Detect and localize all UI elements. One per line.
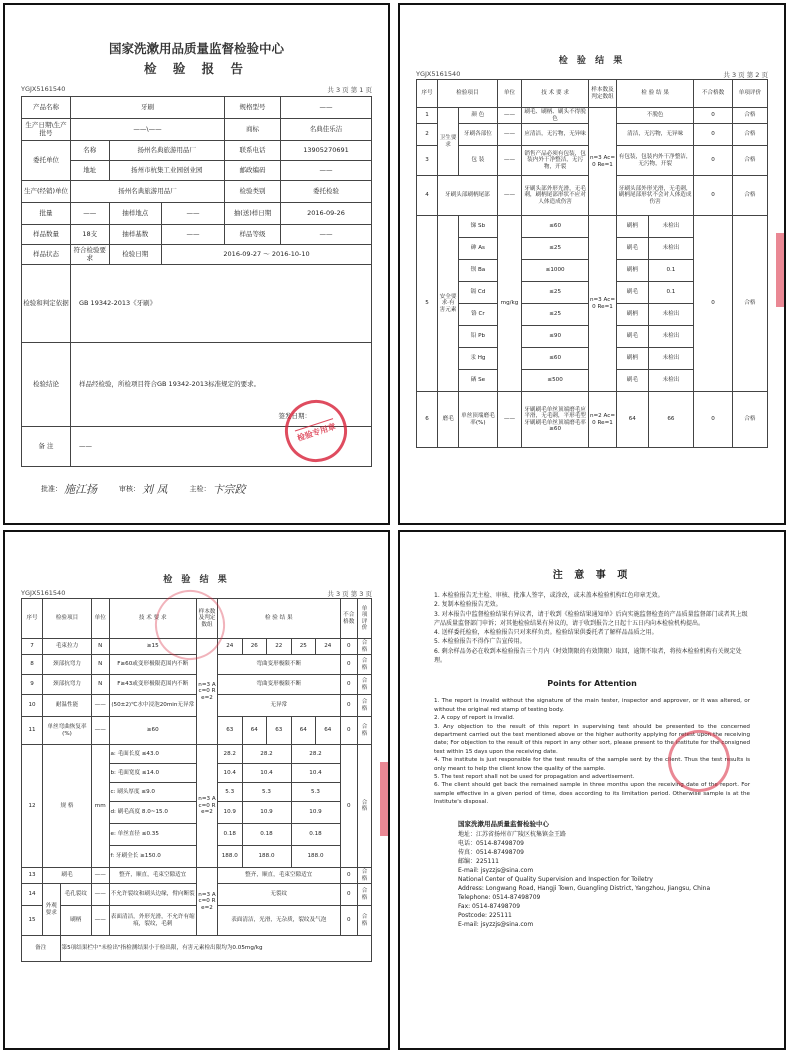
- value-sb: 未检出: [648, 216, 694, 238]
- spec-f-val: 188.0: [242, 846, 291, 868]
- row-12-fail: 0: [340, 745, 358, 868]
- row-5-no: 5: [417, 216, 438, 392]
- row-1-item: 颜 色: [459, 108, 498, 124]
- row-14-req: 不允许裂纹和刷头边缘，臂向断裂: [109, 884, 197, 906]
- row-9-eval: 合格: [358, 675, 372, 695]
- header-eval: 单项评价: [358, 599, 372, 639]
- part-label: 刷柄: [617, 260, 649, 282]
- en-note: 3. Any objection to the result of this report in supervising test should be presented to the concerned department carried out the test mentioned above or the higher authority applying for retest upon the receiving date; For objection to the result of this report in any other sort, please present to the institute for the consigned test within 15 days upon the receiving date.: [434, 723, 750, 755]
- org-cn-phone: 电话：0514-87498709: [458, 840, 524, 848]
- org-cn-name: 国家洗漱用品质量监督检验中心: [458, 820, 549, 829]
- row-1-eval: 合格: [732, 108, 767, 124]
- row-13-req: 整齐，顺直，毛束空隙适宜: [109, 868, 197, 884]
- row-3-no: 3: [417, 146, 438, 176]
- element-as: 砷 As: [459, 238, 498, 260]
- req-ba: ≤1000: [522, 260, 589, 282]
- notice-page: [398, 530, 786, 1050]
- page-number: 共 3 页 第 3 页: [327, 590, 372, 598]
- page-number: 共 3 页 第 1 页: [327, 86, 372, 94]
- row-8-result: 弯曲变形极限不断: [218, 655, 341, 675]
- cn-note: 4. 送样委托检验，本检验报告只对来样负责。检验结果供委托者了解样品品质之用。: [434, 629, 658, 637]
- row-14-item: 毛孔裂纹: [60, 884, 92, 906]
- header-sample: 样本数及判定数组: [588, 80, 616, 108]
- reviewer-label: 审核：: [119, 485, 140, 493]
- inspector-signature: 卞宗跤: [212, 483, 246, 496]
- row-11-no: 11: [22, 717, 43, 745]
- row-9-no: 9: [22, 675, 43, 695]
- spec-e-val: 0.18: [218, 824, 243, 846]
- address-label: 地址: [71, 161, 110, 181]
- spec-c-val: 5.3: [291, 783, 340, 802]
- row-2-no: 2: [417, 124, 438, 146]
- report-page-3: [3, 530, 390, 1050]
- spec-f-val: 188.0: [218, 846, 243, 868]
- row-6-result-1: 64: [617, 392, 649, 448]
- part-label: 刷毛: [617, 238, 649, 260]
- batch-label: 批量: [22, 203, 71, 225]
- sample-code-5: n=3 Ac=0 Re=1: [588, 216, 616, 392]
- row-2-result: 清洁，无污物，无异味: [617, 124, 694, 146]
- row-11-result: 64: [291, 717, 316, 745]
- product-name-label: 产品名称: [22, 97, 71, 119]
- row-7-result: 24: [218, 639, 243, 655]
- sample-code-b: n=3 Ac=0 Re=2: [197, 745, 218, 868]
- req-cr: ≤25: [522, 304, 589, 326]
- model-label: 规格型号: [225, 97, 281, 119]
- row-10-req: (50±2)℃水中浸泡20min无异常: [109, 695, 197, 717]
- report-number: YGJX5161540: [21, 589, 66, 597]
- sample-code-6: n=2 Ac=0 Re=1: [588, 392, 616, 448]
- row-8-no: 8: [22, 655, 43, 675]
- approver-label: 批准：: [41, 485, 62, 493]
- page-header: [416, 70, 768, 79]
- row-9-item: 颈部抗弯力: [43, 675, 92, 695]
- spec-b-val: 10.4: [218, 764, 243, 783]
- row-12-no: 12: [22, 745, 43, 868]
- org-cn-fax: 传真：0514-87498709: [458, 849, 524, 857]
- model-value: ——: [281, 97, 372, 119]
- header-unit: 单位: [497, 80, 522, 108]
- en-note: 5. The test report shall not be used for propagation and advertisement.: [434, 773, 635, 780]
- row-1-no: 1: [417, 108, 438, 124]
- entrust-name-label: 名称: [71, 141, 110, 161]
- row-7-item: 毛束拉力: [43, 639, 92, 655]
- hygiene-group: 卫生要求: [438, 108, 459, 176]
- reviewer-signature: 刘 凤: [142, 483, 168, 496]
- row-8-item: 颈部抗弯力: [43, 655, 92, 675]
- row-14-eval: 合格: [358, 884, 372, 906]
- row-11-result: 63: [218, 717, 243, 745]
- row-4-unit: ——: [497, 176, 522, 216]
- row-15-req: 表面清洁，外形光滑，不允许有缩痕，裂纹，毛刺: [109, 906, 197, 936]
- row-4-result: 牙刷头部外形光滑，无毛刺，刷柄尾部形状不会对人体造成伤害: [617, 176, 694, 216]
- org-cn-address: 地址：江苏省扬州市广陵区杭集镇金王路: [458, 831, 567, 839]
- row-7-result: 22: [267, 639, 292, 655]
- row-2-req: 应清洁，无污物，无异味: [522, 124, 589, 146]
- header-fail: 不合格数: [694, 80, 733, 108]
- row-15-eval: 合格: [358, 906, 372, 936]
- req-hg: ≤60: [522, 348, 589, 370]
- row-4-req: 牙刷头部外形光滑，无毛刺，刷柄尾部形状不应对人体造成伤害: [522, 176, 589, 216]
- req-pb: ≤90: [522, 326, 589, 348]
- row-11-result: 63: [267, 717, 292, 745]
- header-no: 序号: [22, 599, 43, 639]
- cn-note: 6. 剩余样品务必在收到本检验报告三个月内（时效期限的有效期限）取回，逾期不取者，将按本检验机构有关规定处理。: [434, 647, 742, 665]
- row-9-fail: 0: [340, 675, 358, 695]
- production-date-label: 生产日期\生产批号: [22, 119, 71, 141]
- row-14-result: 无裂纹: [218, 884, 341, 906]
- row-6-unit: ——: [497, 392, 522, 448]
- row-11-result: 64: [242, 717, 267, 745]
- header-fail: 不合格数: [340, 599, 358, 639]
- sampling-place-label: 抽样地点: [109, 203, 162, 225]
- row-10-unit: ——: [92, 695, 110, 717]
- spec-f-val: 188.0: [291, 846, 340, 868]
- row-7-no: 7: [22, 639, 43, 655]
- results-table-1: [416, 79, 768, 448]
- header-req: 技 术 要 求: [522, 80, 589, 108]
- row-10-fail: 0: [340, 695, 358, 717]
- row-12-item: 规 格: [43, 745, 92, 868]
- producer-value: 扬州名典旅游用品厂: [71, 181, 225, 203]
- element-cd: 镉 Cd: [459, 282, 498, 304]
- header-eval: 单项评价: [732, 80, 767, 108]
- row-6-no: 6: [417, 392, 438, 448]
- stamp-text: 检验专用章: [295, 418, 337, 444]
- issue-date-label: 签发日期：: [278, 411, 311, 420]
- row-7-result: 24: [316, 639, 341, 655]
- page-title: 检 验 结 果: [558, 56, 626, 66]
- remark-label: 备 注: [22, 427, 71, 467]
- element-hg: 汞 Hg: [459, 348, 498, 370]
- row-15-unit: ——: [92, 906, 110, 936]
- row-4-fail: 0: [694, 176, 733, 216]
- row-1-result: 不脱色: [617, 108, 694, 124]
- value-se: 未检出: [648, 370, 694, 392]
- spec-c-val: 5.3: [218, 783, 243, 802]
- header-item: 检验项目: [43, 599, 92, 639]
- page-title: 检 验 结 果: [163, 575, 230, 585]
- contact-label: 联系电话: [225, 141, 281, 161]
- row-2-unit: ——: [497, 124, 522, 146]
- inspect-date-label: 检验日期: [109, 245, 162, 265]
- value-hg: 未检出: [648, 348, 694, 370]
- row-6-result-2: 66: [648, 392, 694, 448]
- org-en-name: National Center of Quality Supervision and Inspection for Toiletry: [458, 876, 653, 884]
- en-title: Points for Attention: [547, 679, 637, 689]
- header-result: 检 验 结 果: [218, 599, 341, 639]
- row-12-unit: mm: [92, 745, 110, 868]
- sample-date-value: 2016-09-26: [281, 203, 372, 225]
- sample-code-c: n=3 Ac=0 Re=2: [197, 868, 218, 936]
- row-6-group: 磨毛: [438, 392, 459, 448]
- postcode-label: 邮政编码: [225, 161, 281, 181]
- row-13-unit: ——: [92, 868, 110, 884]
- spec-a-val: 28.2: [291, 745, 340, 764]
- row-14-fail: 0: [340, 884, 358, 906]
- spec-d-val: 10.9: [242, 802, 291, 824]
- row-3-item: 包 装: [459, 146, 498, 176]
- en-note: 4. The institute is just responsible for the test results of the sample sent by the client. Thus the test results is only meant to help the client know the quality of the sample.: [434, 757, 750, 772]
- en-note: 2. A copy of report is invalid.: [434, 715, 515, 722]
- report-page-1: [3, 3, 390, 525]
- row-12-eval: 合格: [358, 745, 372, 868]
- row-15-fail: 0: [340, 906, 358, 936]
- row-13-eval: 合格: [358, 868, 372, 884]
- basis-value: GB 19342-2013《牙刷》: [71, 265, 372, 343]
- part-label: 刷毛: [617, 282, 649, 304]
- org-en-phone: Telephone: 0514-87498709: [458, 894, 541, 902]
- row-6-eval: 合格: [732, 392, 767, 448]
- spec-c-req: c: 刷头厚度 ≤9.0: [109, 783, 197, 802]
- page-title: 国家洗漱用品质量监督检验中心: [108, 41, 284, 56]
- part-label: 刷柄: [617, 348, 649, 370]
- row-11-unit: ——: [92, 717, 110, 745]
- org-en-address: Address: Longwang Road, Hangji Town, Guangling District, Yangzhou, Jiangsu, China: [458, 885, 711, 893]
- notice-title: 注 意 事 项: [552, 570, 632, 581]
- row-7-result: 26: [242, 639, 267, 655]
- row-4-eval: 合格: [732, 176, 767, 216]
- row-13-result: 整齐，顺直，毛束空隙适宜: [218, 868, 341, 884]
- part-label: 刷毛: [617, 370, 649, 392]
- row-4-no: 4: [417, 176, 438, 216]
- row-6-req: 牙刷刷毛单丝顶端磨毛应平滑，无毛刺，平形毛型牙刷刷毛单丝顶端磨毛率≥60: [522, 392, 589, 448]
- element-ba: 钡 Ba: [459, 260, 498, 282]
- sample-code: n=3 Ac=0 Re=2: [197, 639, 218, 745]
- row-3-unit: ——: [497, 146, 522, 176]
- org-cn-postcode: 邮编：225111: [458, 858, 499, 866]
- row-13-item: 刷毛: [43, 868, 92, 884]
- quantity-label: 样品数量: [22, 225, 71, 245]
- sampling-base-value: ——: [162, 225, 225, 245]
- remark-label: 备注: [22, 936, 61, 962]
- row-14-no: 14: [22, 884, 43, 906]
- report-number: YGJX5161540: [416, 70, 461, 78]
- safety-group: 安全要求·有害元素: [438, 216, 459, 392]
- row-13-no: 13: [22, 868, 43, 884]
- row-15-result: 表面清洁，光滑，无杂质，裂纹及气泡: [218, 906, 341, 936]
- row-3-fail: 0: [694, 146, 733, 176]
- part-label: 刷毛: [617, 326, 649, 348]
- row-9-result: 弯曲变形极限不断: [218, 675, 341, 695]
- en-note: 6. The client should get back the remained sample in three months upon the receiving date of the report. For sample effective in a given period of time, does according to its limitation period. Otherwise sample is at the Institute's disposal.: [434, 782, 750, 806]
- row-9-req: F≥43或变形极限范围内不断: [109, 675, 197, 695]
- element-pb: 铅 Pb: [459, 326, 498, 348]
- appearance-group: 外观要求: [43, 884, 61, 936]
- quantity-value: 18支: [71, 225, 110, 245]
- row-14-unit: ——: [92, 884, 110, 906]
- header-unit: 单位: [92, 599, 110, 639]
- row-11-result: 64: [316, 717, 341, 745]
- element-cr: 铬 Cr: [459, 304, 498, 326]
- spec-e-req: e: 单丝直径 ≤0.35: [109, 824, 197, 846]
- row-8-unit: N: [92, 655, 110, 675]
- spec-a-val: 28.2: [218, 745, 243, 764]
- spec-d-val: 10.9: [291, 802, 340, 824]
- row-2-item: 牙刷各部位: [459, 124, 498, 146]
- header-result: 检 验 结 果: [617, 80, 694, 108]
- inspector-label: 主检：: [189, 485, 211, 493]
- page-subtitle: 检 验 报 告: [143, 61, 250, 76]
- org-cn-email: E-mail: jsyzzjs@sina.com: [458, 867, 534, 875]
- inspect-date-value: 2016-09-27 ～ 2016-10-10: [162, 245, 372, 265]
- row-5-unit: mg/kg: [497, 216, 522, 392]
- grade-value: ——: [281, 225, 372, 245]
- row-15-item: 刷柄: [60, 906, 92, 936]
- row-7-req: ≥15: [109, 639, 197, 655]
- row-4-item: 牙刷头部刷柄尾部: [438, 176, 498, 216]
- cn-note: 3. 对本报告中监督检验结果有异议者，请于收到《检验结果通知单》后向实施监督检查的产品质量监督部门或者其上级产品质量监督部门申诉；对其他检验结果有异议的，请于收到报告之日起十五日内向本检验机构提出。: [434, 610, 748, 627]
- signature-row: [21, 481, 372, 497]
- report-number: YGJX5161540: [21, 85, 66, 93]
- conclusion-value: 样品经检验，所检项目符合GB 19342-2013标准规定的要求。: [79, 379, 261, 388]
- sample-code: n=3 Ac=0 Re=1: [588, 108, 616, 216]
- approver-signature: 施江扬: [64, 483, 97, 496]
- cn-note: 1. 本检验报告无主检、审核、批准人签字，或涂改，或未盖本检验机构红色印章无效。: [434, 592, 664, 599]
- row-2-eval: 合格: [732, 124, 767, 146]
- basis-label: 检验和判定依据: [22, 265, 71, 343]
- row-8-req: F≥60或变形极限范围内不断: [109, 655, 197, 675]
- value-as: 未检出: [648, 238, 694, 260]
- cn-note: 5. 本检验报告不得作广告宣传用。: [434, 638, 526, 646]
- value-cd: 0.1: [648, 282, 694, 304]
- row-11-eval: 合格: [358, 717, 372, 745]
- row-8-eval: 合格: [358, 655, 372, 675]
- header-sample: 样本数及判定数组: [197, 599, 218, 639]
- en-note: 1. The report is invalid without the signature of the main tester, inspector and approver, or it was altered, or without the original red stamp of testing body.: [434, 698, 750, 713]
- req-se: ≤500: [522, 370, 589, 392]
- row-7-unit: N: [92, 639, 110, 655]
- row-1-req: 刷毛、刷柄、刷头不得脱色: [522, 108, 589, 124]
- brand-label: 商标: [225, 119, 281, 141]
- spec-b-req: b: 毛面宽度 ≤14.0: [109, 764, 197, 783]
- spec-a-req: a: 毛面长度 ≤43.0: [109, 745, 197, 764]
- address-value: 扬州市杭集工业园创业园: [109, 161, 225, 181]
- product-name-value: 牙刷: [71, 97, 225, 119]
- row-11-item: 单丝弯曲恢复率(%): [43, 717, 92, 745]
- sampling-base-label: 抽样基数: [109, 225, 162, 245]
- row-5-eval: 合格: [732, 216, 767, 392]
- spec-c-val: 5.3: [242, 783, 291, 802]
- row-10-eval: 合格: [358, 695, 372, 717]
- cn-notes: [416, 591, 768, 665]
- row-7-fail: 0: [340, 639, 358, 655]
- header-no: 序号: [417, 80, 438, 108]
- header-item: 检验项目: [438, 80, 498, 108]
- sampling-place-value: ——: [162, 203, 225, 225]
- row-13-fail: 0: [340, 868, 358, 884]
- status-value: 符合检验要求: [71, 245, 110, 265]
- row-8-fail: 0: [340, 655, 358, 675]
- org-contact: [416, 820, 768, 929]
- batch-value: ——: [71, 203, 110, 225]
- conclusion-label: 检验结论: [22, 343, 71, 427]
- brand-value: 名典佳乐洁: [281, 119, 372, 141]
- row-1-unit: ——: [497, 108, 522, 124]
- header-req: 技 术 要 求: [109, 599, 197, 639]
- row-3-eval: 合格: [732, 146, 767, 176]
- row-3-result: 有包装，包装内外干净整洁，无污物，开裂: [617, 146, 694, 176]
- stamp-edge: [776, 233, 784, 307]
- row-10-no: 10: [22, 695, 43, 717]
- spec-a-val: 28.2: [242, 745, 291, 764]
- page-header: [21, 85, 372, 94]
- row-6-item: 单丝顶端磨毛率(%): [459, 392, 498, 448]
- org-en-postcode: Postcode: 225111: [458, 912, 512, 920]
- entrust-label: 委托单位: [22, 141, 71, 181]
- sample-date-label: 抽(送)样日期: [225, 203, 281, 225]
- row-7-result: 25: [291, 639, 316, 655]
- row-11-fail: 0: [340, 717, 358, 745]
- spec-d-val: 10.9: [218, 802, 243, 824]
- report-page-2: [398, 3, 786, 525]
- spec-b-val: 10.4: [242, 764, 291, 783]
- row-1-fail: 0: [694, 108, 733, 124]
- row-2-fail: 0: [694, 124, 733, 146]
- spec-b-val: 10.4: [291, 764, 340, 783]
- spec-e-val: 0.18: [242, 824, 291, 846]
- page-number: 共 3 页 第 2 页: [723, 71, 768, 79]
- producer-label: 生产(经销)单位: [22, 181, 71, 203]
- value-ba: 0.1: [648, 260, 694, 282]
- element-sb: 锑 Sb: [459, 216, 498, 238]
- row-10-result: 无异常: [218, 695, 341, 717]
- row-9-unit: N: [92, 675, 110, 695]
- stamp-edge: [380, 762, 388, 836]
- value-cr: 未检出: [648, 304, 694, 326]
- req-as: ≤25: [522, 238, 589, 260]
- production-date-value: ——\——: [71, 119, 225, 141]
- status-label: 样品状态: [22, 245, 71, 265]
- req-sb: ≤60: [522, 216, 589, 238]
- row-15-no: 15: [22, 906, 43, 936]
- part-label: 刷柄: [617, 304, 649, 326]
- row-3-req: 销售产品必须有包装，包装内外干净整洁，无污物，开裂: [522, 146, 589, 176]
- req-cd: ≤25: [522, 282, 589, 304]
- grade-label: 样品等级: [225, 225, 281, 245]
- contact-value: 13905270691: [281, 141, 372, 161]
- inspect-type-value: 委托检验: [281, 181, 372, 203]
- element-se: 硒 Se: [459, 370, 498, 392]
- remark-value: 第5项结果栏中"未检出"指检测结果小于检出限，有害元素检出限均为0.05mg/kg: [60, 936, 372, 962]
- row-5-fail: 0: [694, 216, 733, 392]
- value-pb: 未检出: [648, 326, 694, 348]
- org-en-email: E-mail: jsyzzjs@sina.com: [458, 921, 534, 929]
- postcode-value: ——: [281, 161, 372, 181]
- row-6-fail: 0: [694, 392, 733, 448]
- part-label: 刷柄: [617, 216, 649, 238]
- spec-e-val: 0.18: [291, 824, 340, 846]
- entrust-name-value: 扬州名典旅游用品厂: [109, 141, 225, 161]
- row-7-eval: 合格: [358, 639, 372, 655]
- remark-value: ——: [71, 427, 372, 467]
- inspect-type-label: 检验类别: [225, 181, 281, 203]
- org-en-fax: Fax: 0514-87498709: [458, 903, 521, 911]
- spec-d-req: d: 刷毛高度 8.0~15.0: [109, 802, 197, 824]
- row-10-item: 耐温性能: [43, 695, 92, 717]
- row-11-req: ≥60: [109, 717, 197, 745]
- cn-note: 2. 复制本检验报告无效。: [434, 601, 502, 609]
- spec-f-req: f: 牙刷全长 ≥150.0: [109, 846, 197, 868]
